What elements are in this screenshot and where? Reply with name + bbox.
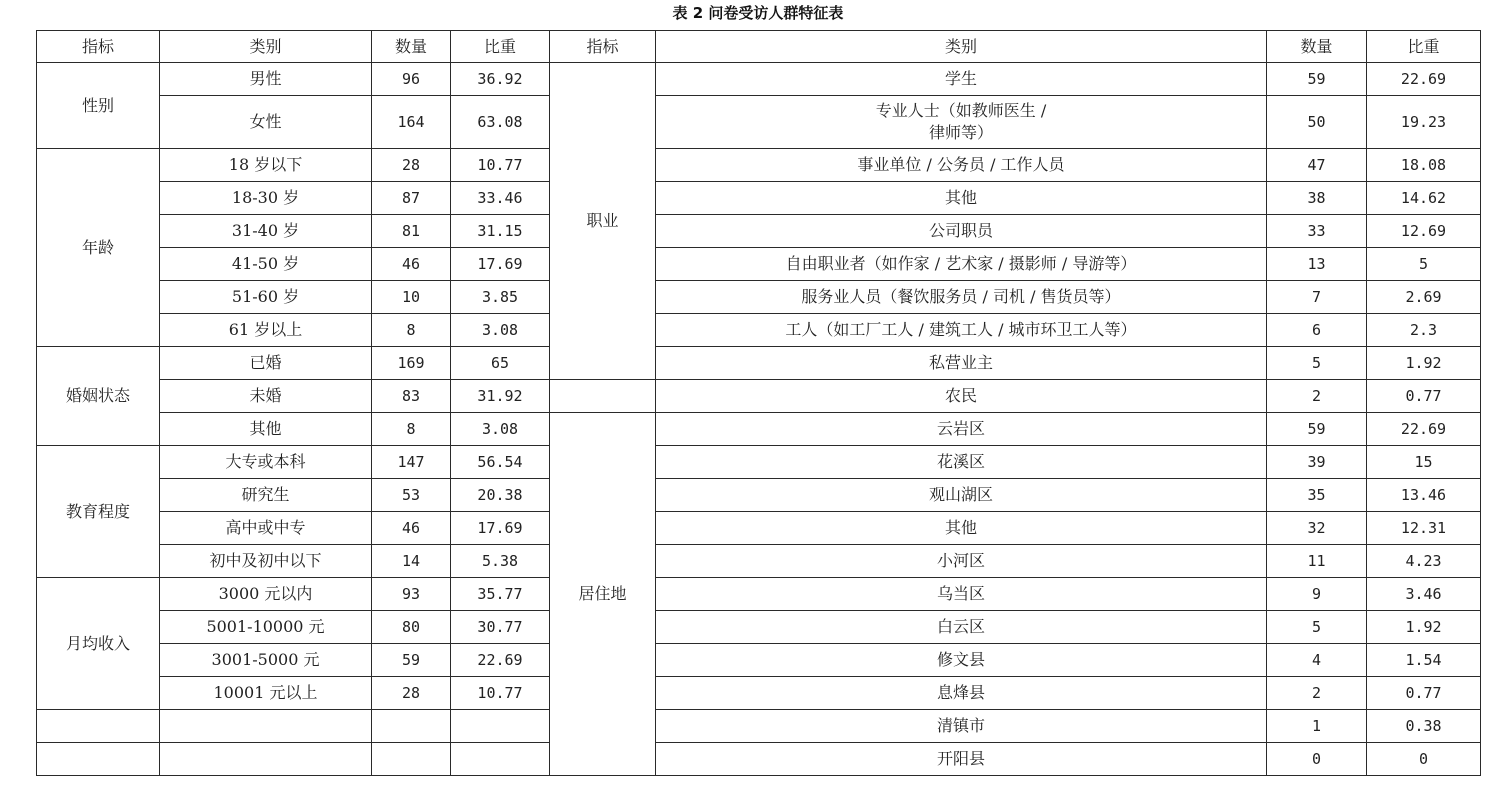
category-cell: 高中或中专 (160, 512, 372, 545)
count-cell: 28 (372, 149, 451, 182)
category-cell-multiline (656, 96, 1267, 149)
category-cell: 18-30 岁 (160, 182, 372, 215)
ratio-cell: 4.23 (1367, 545, 1481, 578)
category-cell: 18 岁以下 (160, 149, 372, 182)
table-row (37, 479, 1481, 512)
ratio-cell: 12.31 (1367, 512, 1481, 545)
respondent-characteristics-table (36, 30, 1481, 776)
category-cell: 清镇市 (656, 710, 1267, 743)
table-row (37, 446, 1481, 479)
category-cell: 自由职业者（如作家 / 艺术家 / 摄影师 / 导游等） (656, 248, 1267, 281)
ratio-cell: 1.92 (1367, 347, 1481, 380)
count-cell: 13 (1267, 248, 1367, 281)
table-row (37, 413, 1481, 446)
category-cell: 其他 (656, 182, 1267, 215)
count-cell: 9 (1267, 578, 1367, 611)
header-count-right: 数量 (1267, 31, 1367, 63)
category-cell: 服务业人员（餐饮服务员 / 司机 / 售货员等） (656, 281, 1267, 314)
count-cell: 28 (372, 677, 451, 710)
count-cell: 14 (372, 545, 451, 578)
count-cell: 50 (1267, 96, 1367, 149)
category-line-2: 律师等） (928, 123, 993, 142)
count-cell: 80 (372, 611, 451, 644)
ratio-cell: 12.69 (1367, 215, 1481, 248)
category-cell: 10001 元以上 (160, 677, 372, 710)
table-row (37, 611, 1481, 644)
ratio-cell: 0 (1367, 743, 1481, 776)
empty-cell (451, 743, 550, 776)
count-cell: 6 (1267, 314, 1367, 347)
count-cell: 32 (1267, 512, 1367, 545)
category-cell: 3000 元以内 (160, 578, 372, 611)
category-cell: 学生 (656, 63, 1267, 96)
table-row (37, 314, 1481, 347)
category-line-1: 专业人士（如教师医生 / (875, 101, 1047, 120)
count-cell: 81 (372, 215, 451, 248)
table-row (37, 63, 1481, 96)
category-cell: 农民 (656, 380, 1267, 413)
count-cell: 38 (1267, 182, 1367, 215)
category-text (876, 100, 1046, 144)
count-cell: 8 (372, 314, 451, 347)
ratio-cell: 2.3 (1367, 314, 1481, 347)
category-cell: 小河区 (656, 545, 1267, 578)
ratio-cell: 31.92 (451, 380, 550, 413)
category-cell: 其他 (160, 413, 372, 446)
ratio-cell: 63.08 (451, 96, 550, 149)
category-cell: 61 岁以上 (160, 314, 372, 347)
count-cell: 11 (1267, 545, 1367, 578)
count-cell: 59 (372, 644, 451, 677)
ratio-cell: 10.77 (451, 149, 550, 182)
category-cell: 白云区 (656, 611, 1267, 644)
category-cell: 3001-5000 元 (160, 644, 372, 677)
indicator-education: 教育程度 (37, 446, 160, 578)
header-row (37, 31, 1481, 63)
count-cell: 83 (372, 380, 451, 413)
count-cell: 93 (372, 578, 451, 611)
header-category-right: 类别 (656, 31, 1267, 63)
empty-indicator-cell (550, 380, 656, 413)
category-cell: 未婚 (160, 380, 372, 413)
table-row (37, 380, 1481, 413)
ratio-cell: 31.15 (451, 215, 550, 248)
count-cell: 96 (372, 63, 451, 96)
count-cell: 59 (1267, 63, 1367, 96)
count-cell: 2 (1267, 380, 1367, 413)
ratio-cell: 1.92 (1367, 611, 1481, 644)
count-cell: 53 (372, 479, 451, 512)
indicator-age: 年龄 (37, 149, 160, 347)
category-cell: 开阳县 (656, 743, 1267, 776)
table-row (37, 248, 1481, 281)
table-row (37, 677, 1481, 710)
category-cell: 息烽县 (656, 677, 1267, 710)
ratio-cell: 19.23 (1367, 96, 1481, 149)
table-row (37, 215, 1481, 248)
category-cell: 云岩区 (656, 413, 1267, 446)
category-cell: 男性 (160, 63, 372, 96)
table-row (37, 149, 1481, 182)
ratio-cell: 10.77 (451, 677, 550, 710)
empty-cell (37, 743, 160, 776)
count-cell: 33 (1267, 215, 1367, 248)
table-title: 表 2 问卷受访人群特征表 (672, 4, 844, 22)
header-indicator: 指标 (37, 31, 160, 63)
ratio-cell: 15 (1367, 446, 1481, 479)
count-cell: 0 (1267, 743, 1367, 776)
count-cell: 164 (372, 96, 451, 149)
category-cell: 公司职员 (656, 215, 1267, 248)
table-row (37, 710, 1481, 743)
table-row (37, 96, 1481, 149)
table-row (37, 545, 1481, 578)
count-cell: 169 (372, 347, 451, 380)
ratio-cell: 3.85 (451, 281, 550, 314)
count-cell: 8 (372, 413, 451, 446)
indicator-income: 月均收入 (37, 578, 160, 710)
indicator-occupation: 职业 (550, 63, 656, 380)
category-cell: 31-40 岁 (160, 215, 372, 248)
ratio-cell: 5 (1367, 248, 1481, 281)
count-cell: 10 (372, 281, 451, 314)
category-cell: 已婚 (160, 347, 372, 380)
table-row (37, 347, 1481, 380)
table-row (37, 281, 1481, 314)
indicator-marital: 婚姻状态 (37, 347, 160, 446)
empty-cell (160, 743, 372, 776)
ratio-cell: 65 (451, 347, 550, 380)
ratio-cell: 3.08 (451, 413, 550, 446)
header-ratio: 比重 (451, 31, 550, 63)
count-cell: 35 (1267, 479, 1367, 512)
ratio-cell: 20.38 (451, 479, 550, 512)
ratio-cell: 22.69 (1367, 63, 1481, 96)
category-cell: 初中及初中以下 (160, 545, 372, 578)
empty-cell (451, 710, 550, 743)
ratio-cell: 0.77 (1367, 677, 1481, 710)
category-cell: 5001-10000 元 (160, 611, 372, 644)
ratio-cell: 0.38 (1367, 710, 1481, 743)
category-cell: 研究生 (160, 479, 372, 512)
indicator-residence: 居住地 (550, 413, 656, 776)
count-cell: 5 (1267, 611, 1367, 644)
table-row (37, 182, 1481, 215)
count-cell: 59 (1267, 413, 1367, 446)
category-cell: 乌当区 (656, 578, 1267, 611)
ratio-cell: 13.46 (1367, 479, 1481, 512)
category-cell: 花溪区 (656, 446, 1267, 479)
table-row (37, 644, 1481, 677)
ratio-cell: 18.08 (1367, 149, 1481, 182)
ratio-cell: 22.69 (1367, 413, 1481, 446)
category-cell: 修文县 (656, 644, 1267, 677)
indicator-gender: 性别 (37, 63, 160, 149)
ratio-cell: 3.46 (1367, 578, 1481, 611)
empty-cell (372, 743, 451, 776)
ratio-cell: 0.77 (1367, 380, 1481, 413)
count-cell: 46 (372, 248, 451, 281)
ratio-cell: 3.08 (451, 314, 550, 347)
ratio-cell: 17.69 (451, 248, 550, 281)
ratio-cell: 22.69 (451, 644, 550, 677)
ratio-cell: 30.77 (451, 611, 550, 644)
ratio-cell: 33.46 (451, 182, 550, 215)
count-cell: 46 (372, 512, 451, 545)
category-cell: 女性 (160, 96, 372, 149)
header-indicator-right: 指标 (550, 31, 656, 63)
table-row (37, 512, 1481, 545)
category-cell: 41-50 岁 (160, 248, 372, 281)
empty-cell (372, 710, 451, 743)
category-cell: 其他 (656, 512, 1267, 545)
category-cell: 大专或本科 (160, 446, 372, 479)
count-cell: 47 (1267, 149, 1367, 182)
ratio-cell: 17.69 (451, 512, 550, 545)
count-cell: 2 (1267, 677, 1367, 710)
count-cell: 39 (1267, 446, 1367, 479)
category-cell: 51-60 岁 (160, 281, 372, 314)
empty-cell (37, 710, 160, 743)
ratio-cell: 1.54 (1367, 644, 1481, 677)
header-category: 类别 (160, 31, 372, 63)
count-cell: 147 (372, 446, 451, 479)
table-row (37, 578, 1481, 611)
category-cell: 事业单位 / 公务员 / 工作人员 (656, 149, 1267, 182)
count-cell: 4 (1267, 644, 1367, 677)
ratio-cell: 5.38 (451, 545, 550, 578)
category-cell: 私营业主 (656, 347, 1267, 380)
category-cell: 工人（如工厂工人 / 建筑工人 / 城市环卫工人等） (656, 314, 1267, 347)
count-cell: 1 (1267, 710, 1367, 743)
empty-cell (160, 710, 372, 743)
header-ratio-right: 比重 (1367, 31, 1481, 63)
header-count: 数量 (372, 31, 451, 63)
ratio-cell: 2.69 (1367, 281, 1481, 314)
ratio-cell: 14.62 (1367, 182, 1481, 215)
category-cell: 观山湖区 (656, 479, 1267, 512)
ratio-cell: 36.92 (451, 63, 550, 96)
ratio-cell: 35.77 (451, 578, 550, 611)
count-cell: 5 (1267, 347, 1367, 380)
ratio-cell: 56.54 (451, 446, 550, 479)
count-cell: 7 (1267, 281, 1367, 314)
table-row (37, 743, 1481, 776)
count-cell: 87 (372, 182, 451, 215)
